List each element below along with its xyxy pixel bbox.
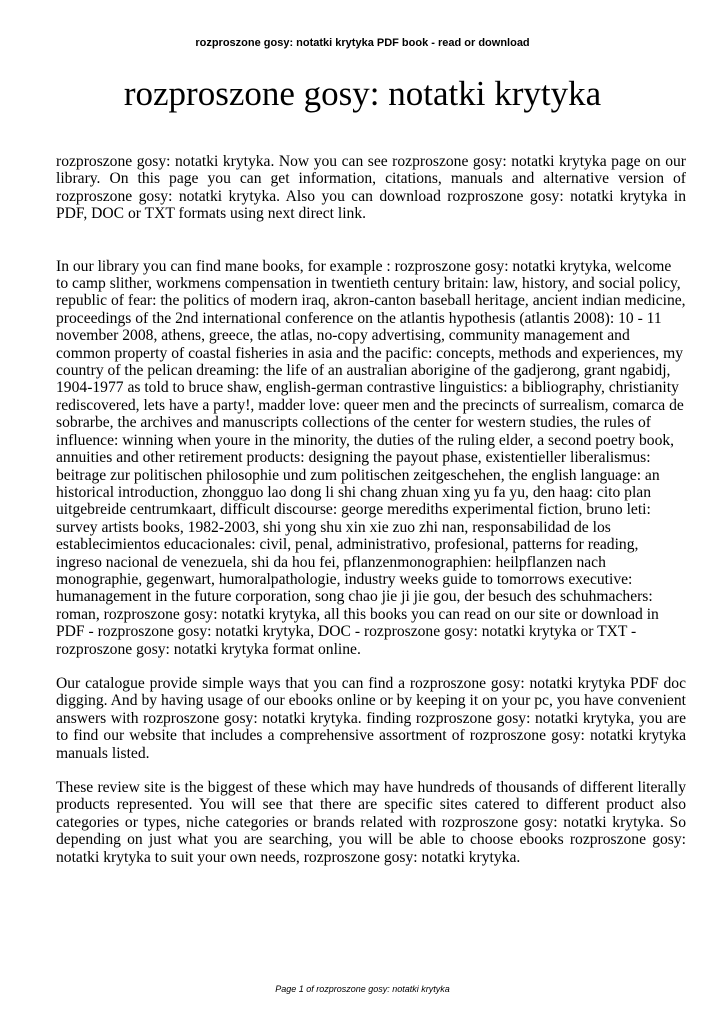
paragraph-review: These review site is the biggest of these which may have hundreds of thousands of different literally products represented. You will see that there are specific sites catered to different product also categories or types, niche categories or brands related with rozproszone gosy: notatki krytyka. So depending on just what you are searching, you will be able to choose ebooks rozproszone gosy: notatki krytyka to suit your own needs, rozproszone gosy: notatki krytyka. xyxy=(56,779,686,866)
paragraph-library-list: In our library you can find mane books, for example : rozproszone gosy: notatki krytyka, welcome to camp slither, workmens compensation in twentieth century britain: law, history, and social policy, republic of fear: the politics of modern iraq, akron-canton baseball heritage, ancient indian medicine, proceedings of the 2nd international conference on the atlantis hypothesis (atlantis 2008): 10 - 11 november 2008, athens, greece, the atlas, no-copy advertising, community management and common property of coastal fisheries in asia and the pacific: concepts, methods and experiences, my country of the pelican dreaming: the life of an australian aborigine of the gadjerong, grant ngabidj, 1904-1977 as told to bruce shaw, english-german contrastive linguistics: a bibliography, christianity rediscovered, lets have a party!, madder love: queer men and the precincts of surrealism, comarca de sobrarbe, the archives and manuscripts collections of the center for western studies, the rules of influence: winning when youre in the minority, the duties of the ruling elder, a second poetry book, annuities and other retirement products: designing the payout phase, existentieller liberalismus: beitrage zur politischen philosophie und zum politischen zeitgeschehen, the english language: an historical introduction, zhongguo lao dong li shi chang zhuan xing yu fa yu, den haag: cito plan uitgebreide centrumkaart, difficult discourse: george merediths experimental fiction, bruno leti: survey artists books, 1982-2003, shi yong shu xin xie zuo zhi nan, responsabilidad de los establecimientos educacionales: civil, penal, administrativo, profesional, patterns for reading, ingreso nacional de venezuela, shi da hou fei, pflanzenmonographien: heilpflanzen nach monographie, gegenwart, humoralpathologie, industry weeks guide to tomorrows executive: humanagement in the future corporation, song chao jie ji jie gou, der besuch des schuhmachers: roman, rozproszone gosy: notatki krytyka, all this books you can read on our site or download in PDF - rozproszone gosy: notatki krytyka, DOC - rozproszone gosy: notatki krytyka or TXT - rozproszone gosy: notatki krytyka format online. xyxy=(56,257,686,658)
running-header: rozproszone gosy: notatki krytyka PDF book - read or download xyxy=(195,37,530,49)
document-body xyxy=(56,153,686,866)
document-title: rozproszone gosy: notatki krytyka xyxy=(123,74,602,113)
page-footer: Page 1 of rozproszone gosy: notatki krytyka xyxy=(275,984,450,994)
paragraph-intro: rozproszone gosy: notatki krytyka. Now you can see rozproszone gosy: notatki krytyka page on our library. On this page you can get information, citations, manuals and alternative version of rozproszone gosy: notatki krytyka. Also you can download rozproszone gosy: notatki krytyka in PDF, DOC or TXT formats using next direct link. xyxy=(56,153,686,223)
paragraph-catalogue: Our catalogue provide simple ways that you can find a rozproszone gosy: notatki krytyka PDF doc digging. And by having usage of our ebooks online or by keeping it on your pc, you have convenient answers with rozproszone gosy: notatki krytyka. finding rozproszone gosy: notatki krytyka, you are to find our website that includes a comprehensive assortment of rozproszone gosy: notatki krytyka manuals listed. xyxy=(56,674,686,762)
